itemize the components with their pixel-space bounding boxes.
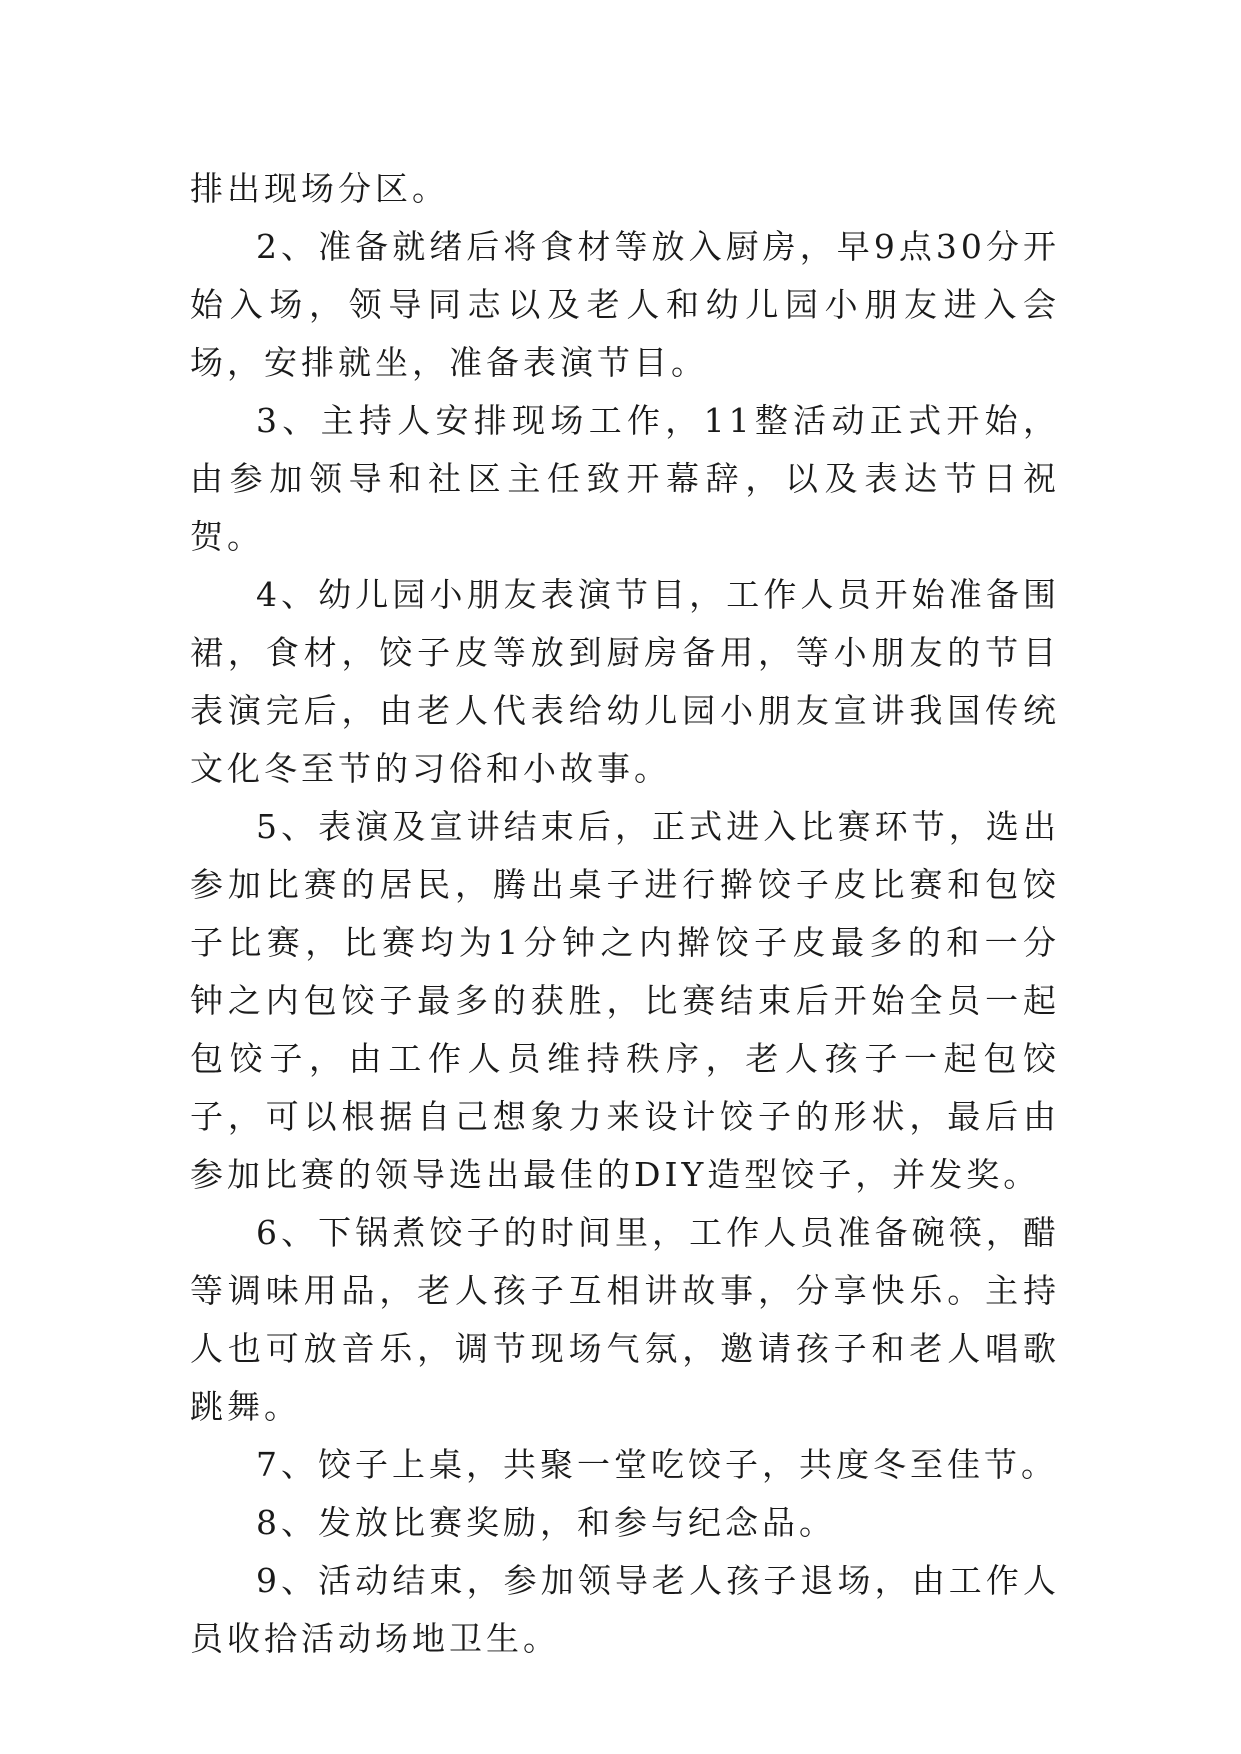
paragraph-step-2: 2、准备就绪后将食材等放入厨房，早9点30分开始入场，领导同志以及老人和幼儿园小朋友进入会场，安排就坐，准备表演节目。	[190, 227, 1060, 382]
paragraph-step-5: 5、表演及宣讲结束后，正式进入比赛环节，选出参加比赛的居民，腾出桌子进行擀饺子皮比赛和包饺子比赛，比赛均为1分钟之内擀饺子皮最多的和一分钟之内包饺子最多的获胜，比赛结束后开始全员一起包饺子，由工作人员维持秩序，老人孩子一起包饺子，可以根据自己想象力来设计饺子的形状，最后由参加比赛的领导选出最佳的DIY造型饺子，并发奖。	[190, 807, 1060, 1194]
paragraph-continuation: 排出现场分区。	[190, 169, 449, 208]
paragraph-step-3: 3、主持人安排现场工作，11整活动正式开始，由参加领导和社区主任致开幕辞，以及表达节日祝贺。	[190, 401, 1060, 556]
paragraph-step-7: 7、饺子上桌，共聚一堂吃饺子，共度冬至佳节。	[256, 1445, 1058, 1484]
paragraph-step-8: 8、发放比赛奖励，和参与纪念品。	[256, 1503, 836, 1542]
paragraph-step-6: 6、下锅煮饺子的时间里，工作人员准备碗筷，醋等调味用品，老人孩子互相讲故事，分享快乐。主持人也可放音乐，调节现场气氛，邀请孩子和老人唱歌跳舞。	[190, 1213, 1060, 1426]
paragraph-step-9: 9、活动结束，参加领导老人孩子退场，由工作人员收拾活动场地卫生。	[190, 1561, 1060, 1658]
paragraph-step-4: 4、幼儿园小朋友表演节目，工作人员开始准备围裙，食材，饺子皮等放到厨房备用，等小朋友的节目表演完后，由老人代表给幼儿园小朋友宣讲我国传统文化冬至节的习俗和小故事。	[190, 575, 1060, 788]
body-text	[190, 160, 1060, 1668]
